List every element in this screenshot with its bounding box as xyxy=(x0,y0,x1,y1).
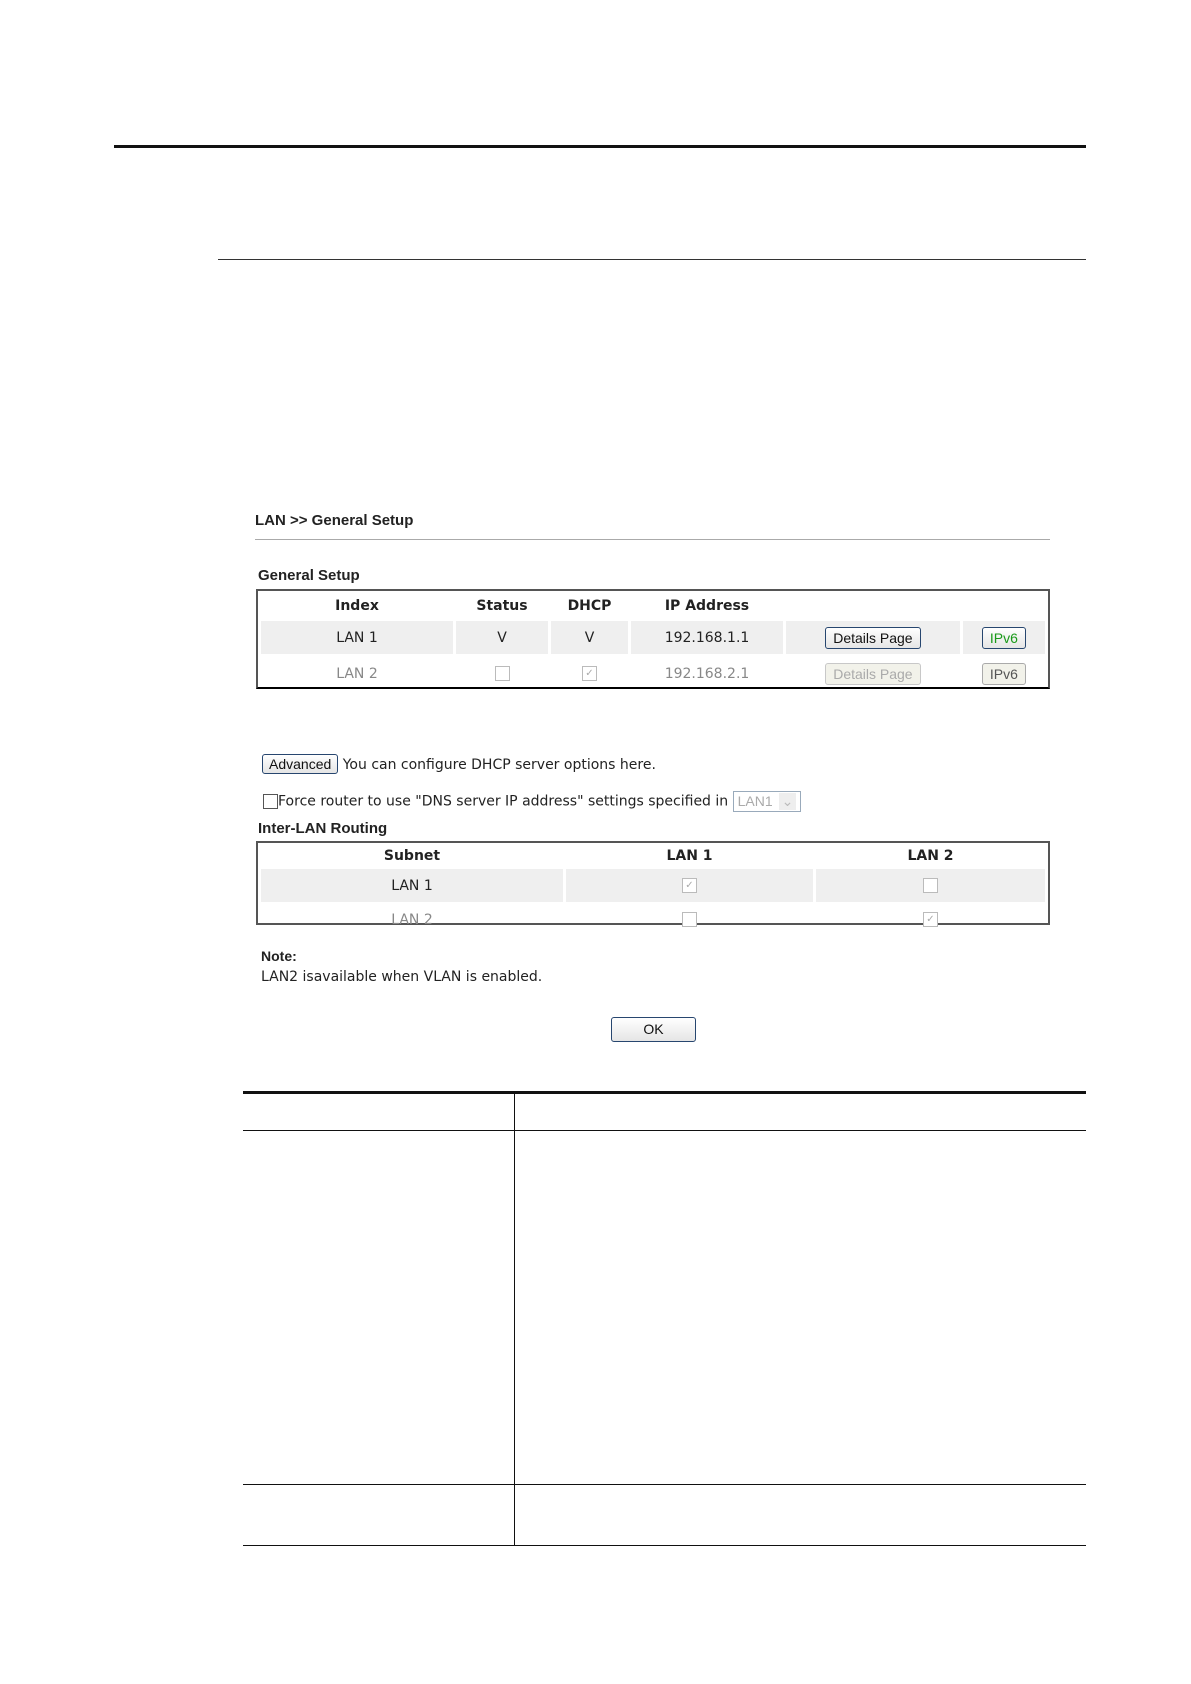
inter-lan-table xyxy=(256,841,1050,928)
general-setup-table xyxy=(256,589,1050,689)
advanced-button[interactable]: Advanced xyxy=(262,754,338,774)
force-dns-label: Force router to use "DNS server IP address" settings specified in xyxy=(278,793,729,810)
col-subnet: Subnet xyxy=(383,848,441,864)
ok-button[interactable]: OK xyxy=(611,1017,696,1042)
inter-lan-heading: Inter-LAN Routing xyxy=(258,820,388,837)
lan2-index: LAN 2 xyxy=(336,665,378,682)
subnet-lan2: LAN 2 xyxy=(391,911,433,928)
col-status: Status xyxy=(476,598,528,614)
general-setup-heading: General Setup xyxy=(258,567,360,584)
subnet-lan1: LAN 1 xyxy=(261,869,563,902)
dns-lan-select-value: LAN1 xyxy=(737,793,773,809)
page-title: LAN >> General Setup xyxy=(255,512,414,529)
desc-table-row-rule xyxy=(243,1484,1086,1485)
table-row xyxy=(261,903,1045,936)
col-ip: IP Address xyxy=(664,598,750,614)
lan1-status: V xyxy=(456,621,548,654)
table-row xyxy=(261,657,1045,690)
desc-table-top-rule xyxy=(243,1091,1086,1094)
advanced-description: You can configure DHCP server options here. xyxy=(342,757,656,773)
lan1-dhcp: V xyxy=(551,621,628,654)
lan1-details-button[interactable]: Details Page xyxy=(825,627,920,649)
route-lan1-lan2-checkbox[interactable] xyxy=(923,878,938,893)
table-row xyxy=(261,621,1045,654)
page-top-rule xyxy=(114,145,1086,148)
lan1-index: LAN 1 xyxy=(261,621,453,654)
lan1-ipv6-button[interactable]: IPv6 xyxy=(982,627,1026,649)
lan2-dhcp-checkbox[interactable]: ✓ xyxy=(582,666,597,681)
route-lan2-lan1-checkbox[interactable] xyxy=(682,912,697,927)
lan2-ip: 192.168.2.1 xyxy=(664,665,750,682)
col-index: Index xyxy=(335,598,379,614)
route-lan1-lan1-checkbox[interactable]: ✓ xyxy=(682,878,697,893)
col-lan1: LAN 1 xyxy=(666,848,713,864)
lan2-ipv6-button[interactable]: IPv6 xyxy=(982,663,1026,685)
lan2-status-checkbox[interactable] xyxy=(495,666,510,681)
desc-table-header-rule xyxy=(243,1130,1086,1131)
lan1-ip: 192.168.1.1 xyxy=(631,621,783,654)
table-row xyxy=(261,869,1045,902)
lan2-details-button[interactable]: Details Page xyxy=(825,663,920,685)
col-dhcp: DHCP xyxy=(567,598,612,614)
chevron-down-icon: ⌄ xyxy=(779,793,797,810)
route-lan2-lan2-checkbox[interactable]: ✓ xyxy=(923,912,938,927)
force-dns-checkbox[interactable] xyxy=(263,794,278,809)
desc-table-column-divider xyxy=(514,1092,515,1545)
force-dns-row xyxy=(263,791,801,812)
section-rule xyxy=(218,259,1086,260)
desc-table-bottom-rule xyxy=(243,1545,1086,1546)
note-text: LAN2 isavailable when VLAN is enabled. xyxy=(261,969,543,985)
advanced-row xyxy=(262,754,656,774)
note-label: Note: xyxy=(261,948,297,964)
col-lan2: LAN 2 xyxy=(907,848,954,864)
dns-lan-select[interactable] xyxy=(733,791,802,812)
title-divider xyxy=(255,539,1050,540)
